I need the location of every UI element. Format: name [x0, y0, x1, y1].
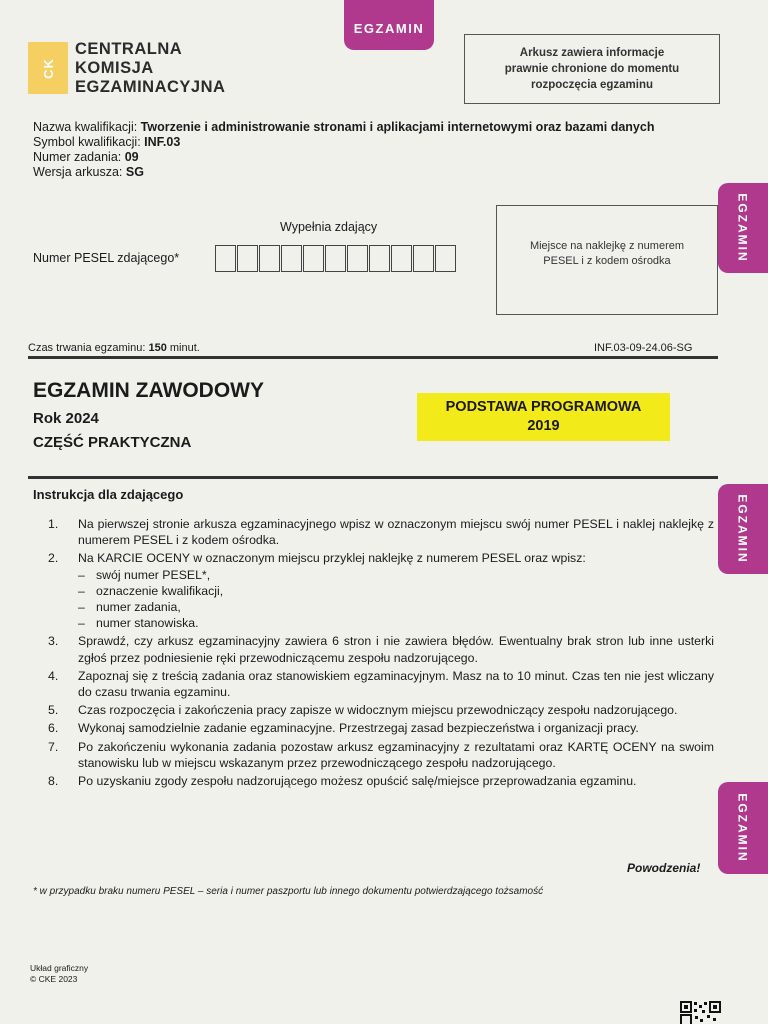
exam-title: EGZAMIN ZAWODOWY [33, 379, 264, 402]
instruction-body [78, 702, 714, 718]
logo-line-2: KOMISJA [75, 59, 154, 77]
subitem-text: swój numer PESEL*, [96, 567, 211, 582]
instruction-body [78, 720, 714, 736]
credit-line-2: © CKE 2023 [30, 974, 78, 984]
sticker-line-1: Miejsce na naklejkę z numerem [529, 240, 685, 252]
egzamin-tab-side-1 [718, 183, 768, 273]
instruction-text: Po uzyskaniu zgody zespołu nadzorującego możesz opuścić salę/miejsce przeprowadzania egzaminu. [78, 774, 637, 789]
program-line-1: PODSTAWA PROGRAMOWA [445, 399, 642, 415]
divider-middle [28, 476, 718, 479]
notice-line-2: prawnie chronione do momentu [504, 63, 680, 75]
program-line-2: 2019 [527, 418, 560, 434]
dash-bullet: – [78, 567, 85, 582]
qualification-meta [33, 120, 654, 180]
filled-by-candidate-label: Wypełnia zdający [280, 220, 378, 234]
instruction-body [78, 550, 714, 631]
sheet-version-label: Wersja arkusza: [33, 165, 126, 179]
logo-line-3: EGZAMINACYJNA [75, 78, 226, 96]
instruction-item [48, 773, 714, 789]
cke-logo-letters: CK [40, 57, 56, 79]
pesel-digit-box[interactable] [391, 245, 412, 272]
instruction-item [48, 633, 714, 665]
instruction-number: 2. [48, 551, 59, 566]
qualification-symbol-label: Symbol kwalifikacji: [33, 135, 145, 149]
pesel-digit-box[interactable] [281, 245, 302, 272]
instruction-body [78, 516, 714, 548]
instruction-number: 5. [48, 703, 59, 718]
pesel-digit-box[interactable] [303, 245, 324, 272]
pesel-digit-box[interactable] [413, 245, 434, 272]
instruction-text: Czas rozpoczęcia i zakończenia pracy zapisze w widocznym miejscu przewodniczący zespołu nadzorującego. [78, 703, 678, 718]
instruction-item [48, 739, 714, 771]
sheet-code: INF.03-09-24.06-SG [594, 342, 693, 354]
program-basis-highlight [417, 393, 670, 441]
task-number-value: 09 [124, 150, 139, 164]
duration-value: 150 [148, 342, 167, 354]
instruction-item [48, 668, 714, 700]
instruction-number: 1. [48, 517, 59, 531]
divider-top [28, 356, 718, 359]
instruction-subitems [78, 567, 714, 632]
pesel-input-boxes[interactable] [215, 245, 457, 272]
instruction-number: 7. [48, 739, 59, 754]
cke-logo-mark [28, 42, 68, 94]
qualification-name-value: Tworzenie i administrowanie stronami i aplikacjami internetowymi oraz bazami danych [140, 120, 655, 134]
instruction-body [78, 739, 714, 771]
duration-label: Czas trwania egzaminu: [28, 342, 149, 354]
instruction-text: Wykonaj samodzielnie zadanie egzaminacyjne. Przestrzegaj zasad bezpieczeństwa i organizacji pracy. [78, 721, 639, 736]
qualification-name-row [33, 120, 654, 135]
sheet-version-row [33, 165, 654, 180]
duration-unit: minut. [166, 342, 200, 354]
instruction-number: 6. [48, 721, 59, 736]
pesel-label: Numer PESEL zdającego* [33, 251, 180, 265]
pesel-digit-box[interactable] [369, 245, 390, 272]
exam-part: CZĘŚĆ PRAKTYCZNA [33, 434, 192, 451]
pesel-digit-box[interactable] [259, 245, 280, 272]
subitem-text: numer zadania, [96, 600, 181, 615]
dash-bullet: – [78, 616, 85, 631]
credit-line-1: Układ graficzny [30, 963, 89, 973]
instruction-text: Po zakończeniu wykonania zadania pozostaw arkusz egzaminacyjny z rezultatami oraz KARTĘ OCENY na swoim stanowisku lub w miejscu wskazanym przez przewodniczącego zespołu nadzorującego. [78, 739, 714, 770]
pesel-digit-box[interactable] [435, 245, 456, 272]
instruction-subitem [78, 583, 714, 599]
notice-line-3: rozpoczęcia egzaminu [530, 79, 654, 91]
dash-bullet: – [78, 600, 85, 615]
instruction-item [48, 702, 714, 718]
instructions-heading: Instrukcja dla zdającego [33, 487, 184, 502]
pesel-sticker-area [496, 205, 718, 315]
graphic-credit [30, 963, 88, 985]
instruction-item [48, 550, 714, 631]
instruction-text: Sprawdź, czy arkusz egzaminacyjny zawiera 6 stron i nie zawiera błędów. Ewentualny brak stron lub inne usterki zgłoś przez podniesienie ręki przewodniczącemu zespołu nadzorującego. [78, 634, 714, 665]
dash-bullet: – [78, 583, 85, 598]
egzamin-tab-side-3 [718, 782, 768, 874]
instruction-number: 4. [48, 668, 59, 683]
task-number-label: Numer zadania: [33, 150, 125, 164]
logo-line-1: CENTRALNA [75, 40, 183, 58]
pesel-digit-box[interactable] [347, 245, 368, 272]
egzamin-tab-label: EGZAMIN [736, 494, 750, 564]
instruction-item [48, 720, 714, 736]
instruction-item [48, 516, 714, 548]
subitem-text: numer stanowiska. [96, 616, 199, 631]
sticker-line-2: PESEL i z kodem ośrodka [543, 255, 671, 267]
instructions-list [48, 516, 714, 791]
qr-code-icon [680, 1000, 722, 1024]
instruction-body [78, 633, 714, 665]
qualification-symbol-row [33, 135, 654, 150]
instruction-subitem [78, 567, 714, 583]
pesel-digit-box[interactable] [237, 245, 258, 272]
cke-logo-text [75, 40, 225, 97]
instruction-number: 3. [48, 634, 59, 649]
egzamin-tab-label: EGZAMIN [353, 21, 425, 36]
instruction-text: Na pierwszej stronie arkusza egzaminacyjnego wpisz w oznaczonym miejscu swój numer PESEL i naklej naklejkę z numerem PESEL i z kodem ośrodka. [78, 517, 714, 548]
egzamin-tab-side-2 [718, 484, 768, 574]
good-luck-text: Powodzenia! [627, 861, 701, 875]
qualification-name-label: Nazwa kwalifikacji: [33, 120, 141, 134]
instruction-body [78, 668, 714, 700]
instruction-body [78, 773, 714, 789]
egzamin-tab-label: EGZAMIN [736, 193, 750, 263]
egzamin-tab-label: EGZAMIN [736, 793, 750, 863]
pesel-footnote: * w przypadku braku numeru PESEL – seria i numer paszportu lub innego dokumentu potwierdzającego tożsamość [33, 886, 544, 897]
sheet-version-value: SG [125, 165, 144, 179]
exam-duration [28, 342, 200, 354]
notice-line-1: Arkusz zawiera informacje [519, 47, 665, 59]
pesel-digit-box[interactable] [215, 245, 236, 272]
instruction-number: 8. [48, 774, 59, 789]
subitem-text: oznaczenie kwalifikacji, [96, 583, 224, 598]
qualification-symbol-value: INF.03 [144, 135, 181, 149]
instruction-text: Zapoznaj się z treścią zadania oraz stanowiskiem egzaminacyjnym. Masz na to 10 minut. Czas ten nie jest wliczany do czasu trwania egzaminu. [78, 668, 714, 700]
egzamin-tab-top [344, 0, 434, 50]
instruction-subitem [78, 599, 714, 615]
pesel-digit-box[interactable] [325, 245, 346, 272]
task-number-row [33, 150, 654, 165]
instruction-text: Na KARCIE OCENY w oznaczonym miejscu przyklej naklejkę z numerem PESEL oraz wpisz: [78, 551, 586, 566]
exam-year: Rok 2024 [33, 410, 99, 427]
confidential-notice-box [464, 34, 720, 104]
instruction-subitem [78, 615, 714, 631]
